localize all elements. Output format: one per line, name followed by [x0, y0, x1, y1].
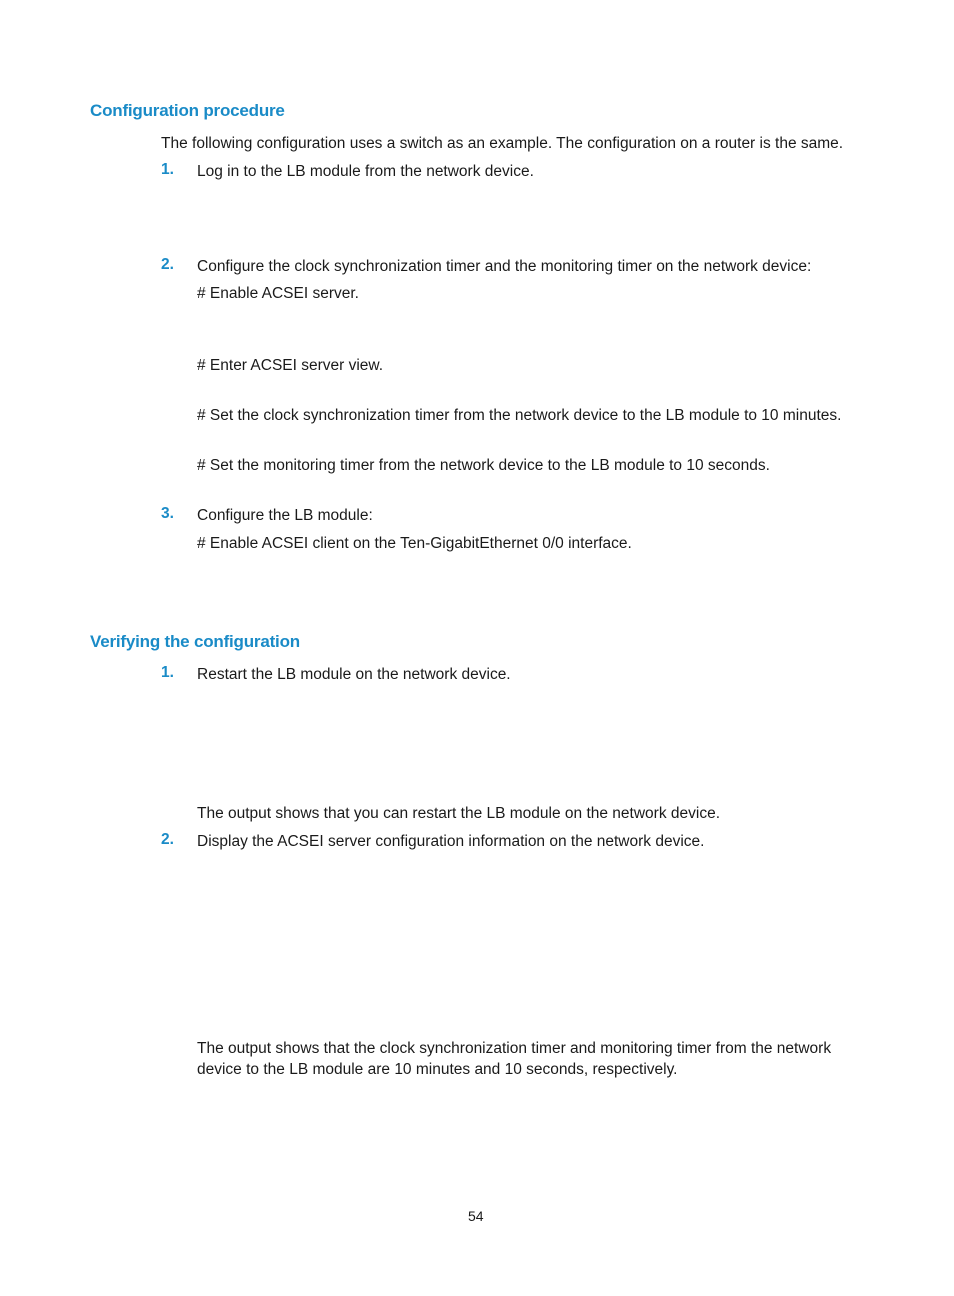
step-result: The output shows that the clock synchronization timer and monitoring timer from the network [197, 1040, 832, 1057]
page-number: 54 [468, 1208, 484, 1224]
step-text: Restart the LB module on the network device. [197, 666, 511, 683]
intro-paragraph: The following configuration uses a switch as an example. The configuration on a router is the same. [161, 135, 844, 152]
step-number: 2. [161, 831, 174, 848]
step-note: # Enable ACSEI server. [197, 285, 359, 302]
step-result: device to the LB module are 10 minutes and 10 seconds, respectively. [197, 1061, 678, 1078]
step-text: Display the ACSEI server configuration information on the network device. [197, 833, 705, 850]
step-text: Configure the clock synchronization timer and the monitoring timer on the network device: [197, 258, 812, 275]
step-text: Log in to the LB module from the network device. [197, 163, 534, 180]
step-number: 1. [161, 161, 174, 178]
step-note: # Set the monitoring timer from the network device to the LB module to 10 seconds. [197, 457, 770, 474]
step-number: 1. [161, 664, 174, 681]
step-note: # Set the clock synchronization timer from the network device to the LB module to 10 minutes. [197, 407, 842, 424]
step-note: # Enter ACSEI server view. [197, 357, 384, 374]
section-heading-configuration-procedure: Configuration procedure [90, 101, 285, 120]
step-note: # Enable ACSEI client on the Ten-GigabitEthernet 0/0 interface. [197, 535, 632, 552]
step-number: 2. [161, 256, 174, 273]
section-heading-verifying: Verifying the configuration [90, 632, 300, 651]
step-text: Configure the LB module: [197, 507, 373, 524]
step-result: The output shows that you can restart the LB module on the network device. [197, 805, 720, 822]
step-number: 3. [161, 505, 174, 522]
